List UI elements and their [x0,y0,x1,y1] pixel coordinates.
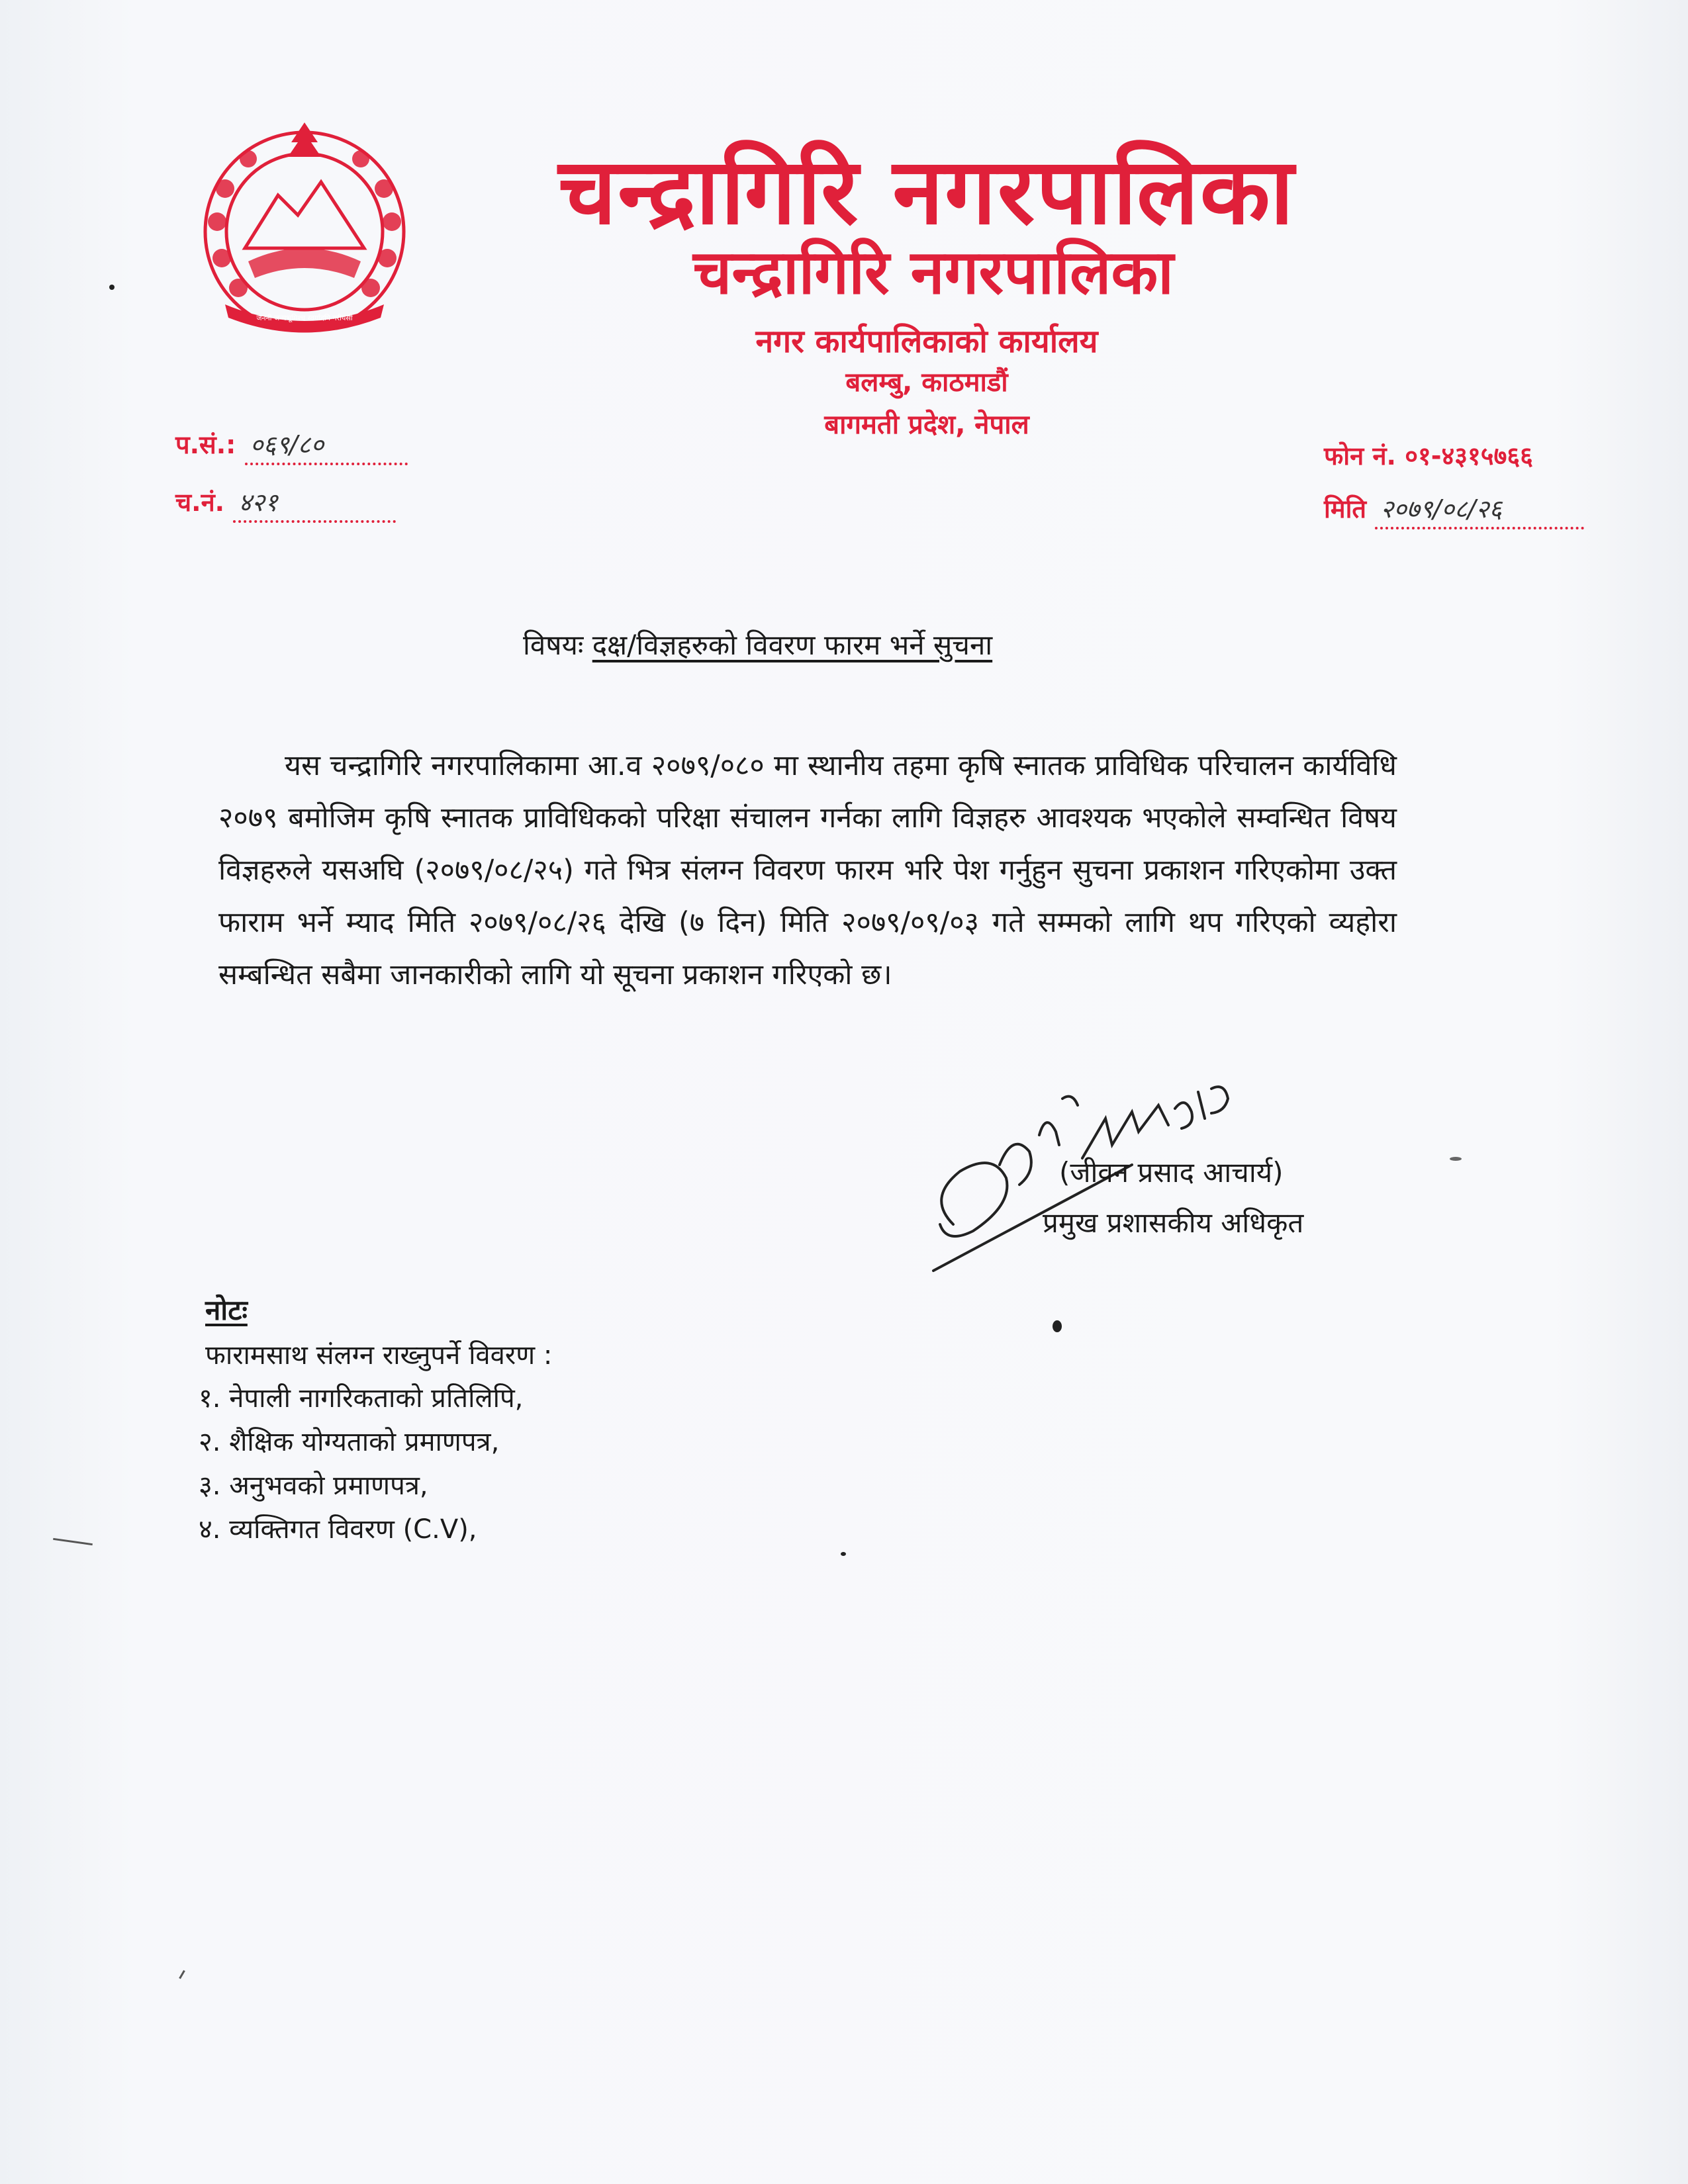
phone-value: ०१-४३१५७६६ [1405,441,1533,471]
subject-label: विषयः [523,629,584,661]
dispatch-number-row [175,484,396,523]
nepal-emblem-icon [185,116,424,341]
date-row [1324,491,1584,529]
scan-speck [841,1552,846,1556]
list-item: १. नेपाली नागरिकताको प्रतिलिपि, [199,1383,524,1414]
signer-name: (जीवन प्रसाद आचार्य) [1059,1156,1284,1189]
attachment-list [199,1377,523,1551]
dispatch-number-label: च.नं. [175,488,225,517]
scan-mark [53,1538,93,1545]
phone-row [1324,438,1533,473]
date-label: मिति [1324,494,1367,523]
municipality-title-script: चन्द्रागिरि नगरपालिका [693,236,1174,308]
letter-number-row [175,427,408,465]
letter-number-value: ०६९/८० [245,427,408,465]
address-line-2: बागमती प्रदेश, नेपाल [824,410,1029,440]
office-name: नगर कार्यपालिकाको कार्यालय [755,323,1098,360]
letter-number-label: प.सं.: [175,430,236,459]
list-item: २. शैक्षिक योग्यताको प्रमाणपत्र, [199,1427,500,1457]
phone-label: फोन नं. [1324,441,1396,471]
scan-mark [179,1970,185,1979]
note-intro: फारामसाथ संलग्न राख्नुपर्ने विवरण : [205,1340,553,1371]
address-line-1: बलम्बु, काठमाडौं [845,367,1008,398]
notice-body: यस चन्द्रागिरि नगरपालिकामा आ.व २०७९/०८० मा स्थानीय तहमा कृषि स्नातक प्राविधिक परिचालन कार्यविधि २०७९ बमोजिम कृषि स्नातक प्राविधिकको परिक्षा संचालन गर्नका लागि विज्ञहरु आवश्यक भएकोले सम्वन्धित विषय विज्ञहरुले यसअघि (२०७९/०८/२५) गते भित्र संलग्न विवरण फारम भरि पेश गर्नुहुन सुचना प्रकाशन गरिएकोमा उक्त फाराम भर्ने म्याद मिति २०७९/०८/२६ देखि (७ दिन) मिति २०७९/०९/०३ गते सम्मको लागि थप गरिएको व्यहोरा सम्बन्धित सबैमा जानकारीको लागि यो सूचना प्रकाशन गरिएको छ। [218,749,1397,991]
date-value: २०७९/०८/२६ [1375,491,1584,529]
signer-title: प्रमुख प्रशासकीय अधिकृत [1043,1206,1304,1239]
note-title: नोटः [205,1294,248,1326]
subject-line [523,625,1185,663]
emblem-motto: जननी जन्मभूमिश्च स्वर्गादपि गरीयसी [256,314,353,322]
municipality-title: चन्द्रागिरि नगरपालिका [558,137,1295,245]
dispatch-number-value: ४२१ [233,484,396,523]
subject-text: दक्ष/विज्ञहरुको विवरण फारम भर्ने सुचना [592,629,993,661]
list-item: ३. अनुभवको प्रमाणपत्र, [199,1471,428,1501]
scan-speck [1053,1320,1062,1332]
list-item: ४. व्यक्तिगत विवरण (C.V), [199,1514,477,1545]
scan-speck [109,285,115,290]
scan-speck [1450,1157,1462,1161]
